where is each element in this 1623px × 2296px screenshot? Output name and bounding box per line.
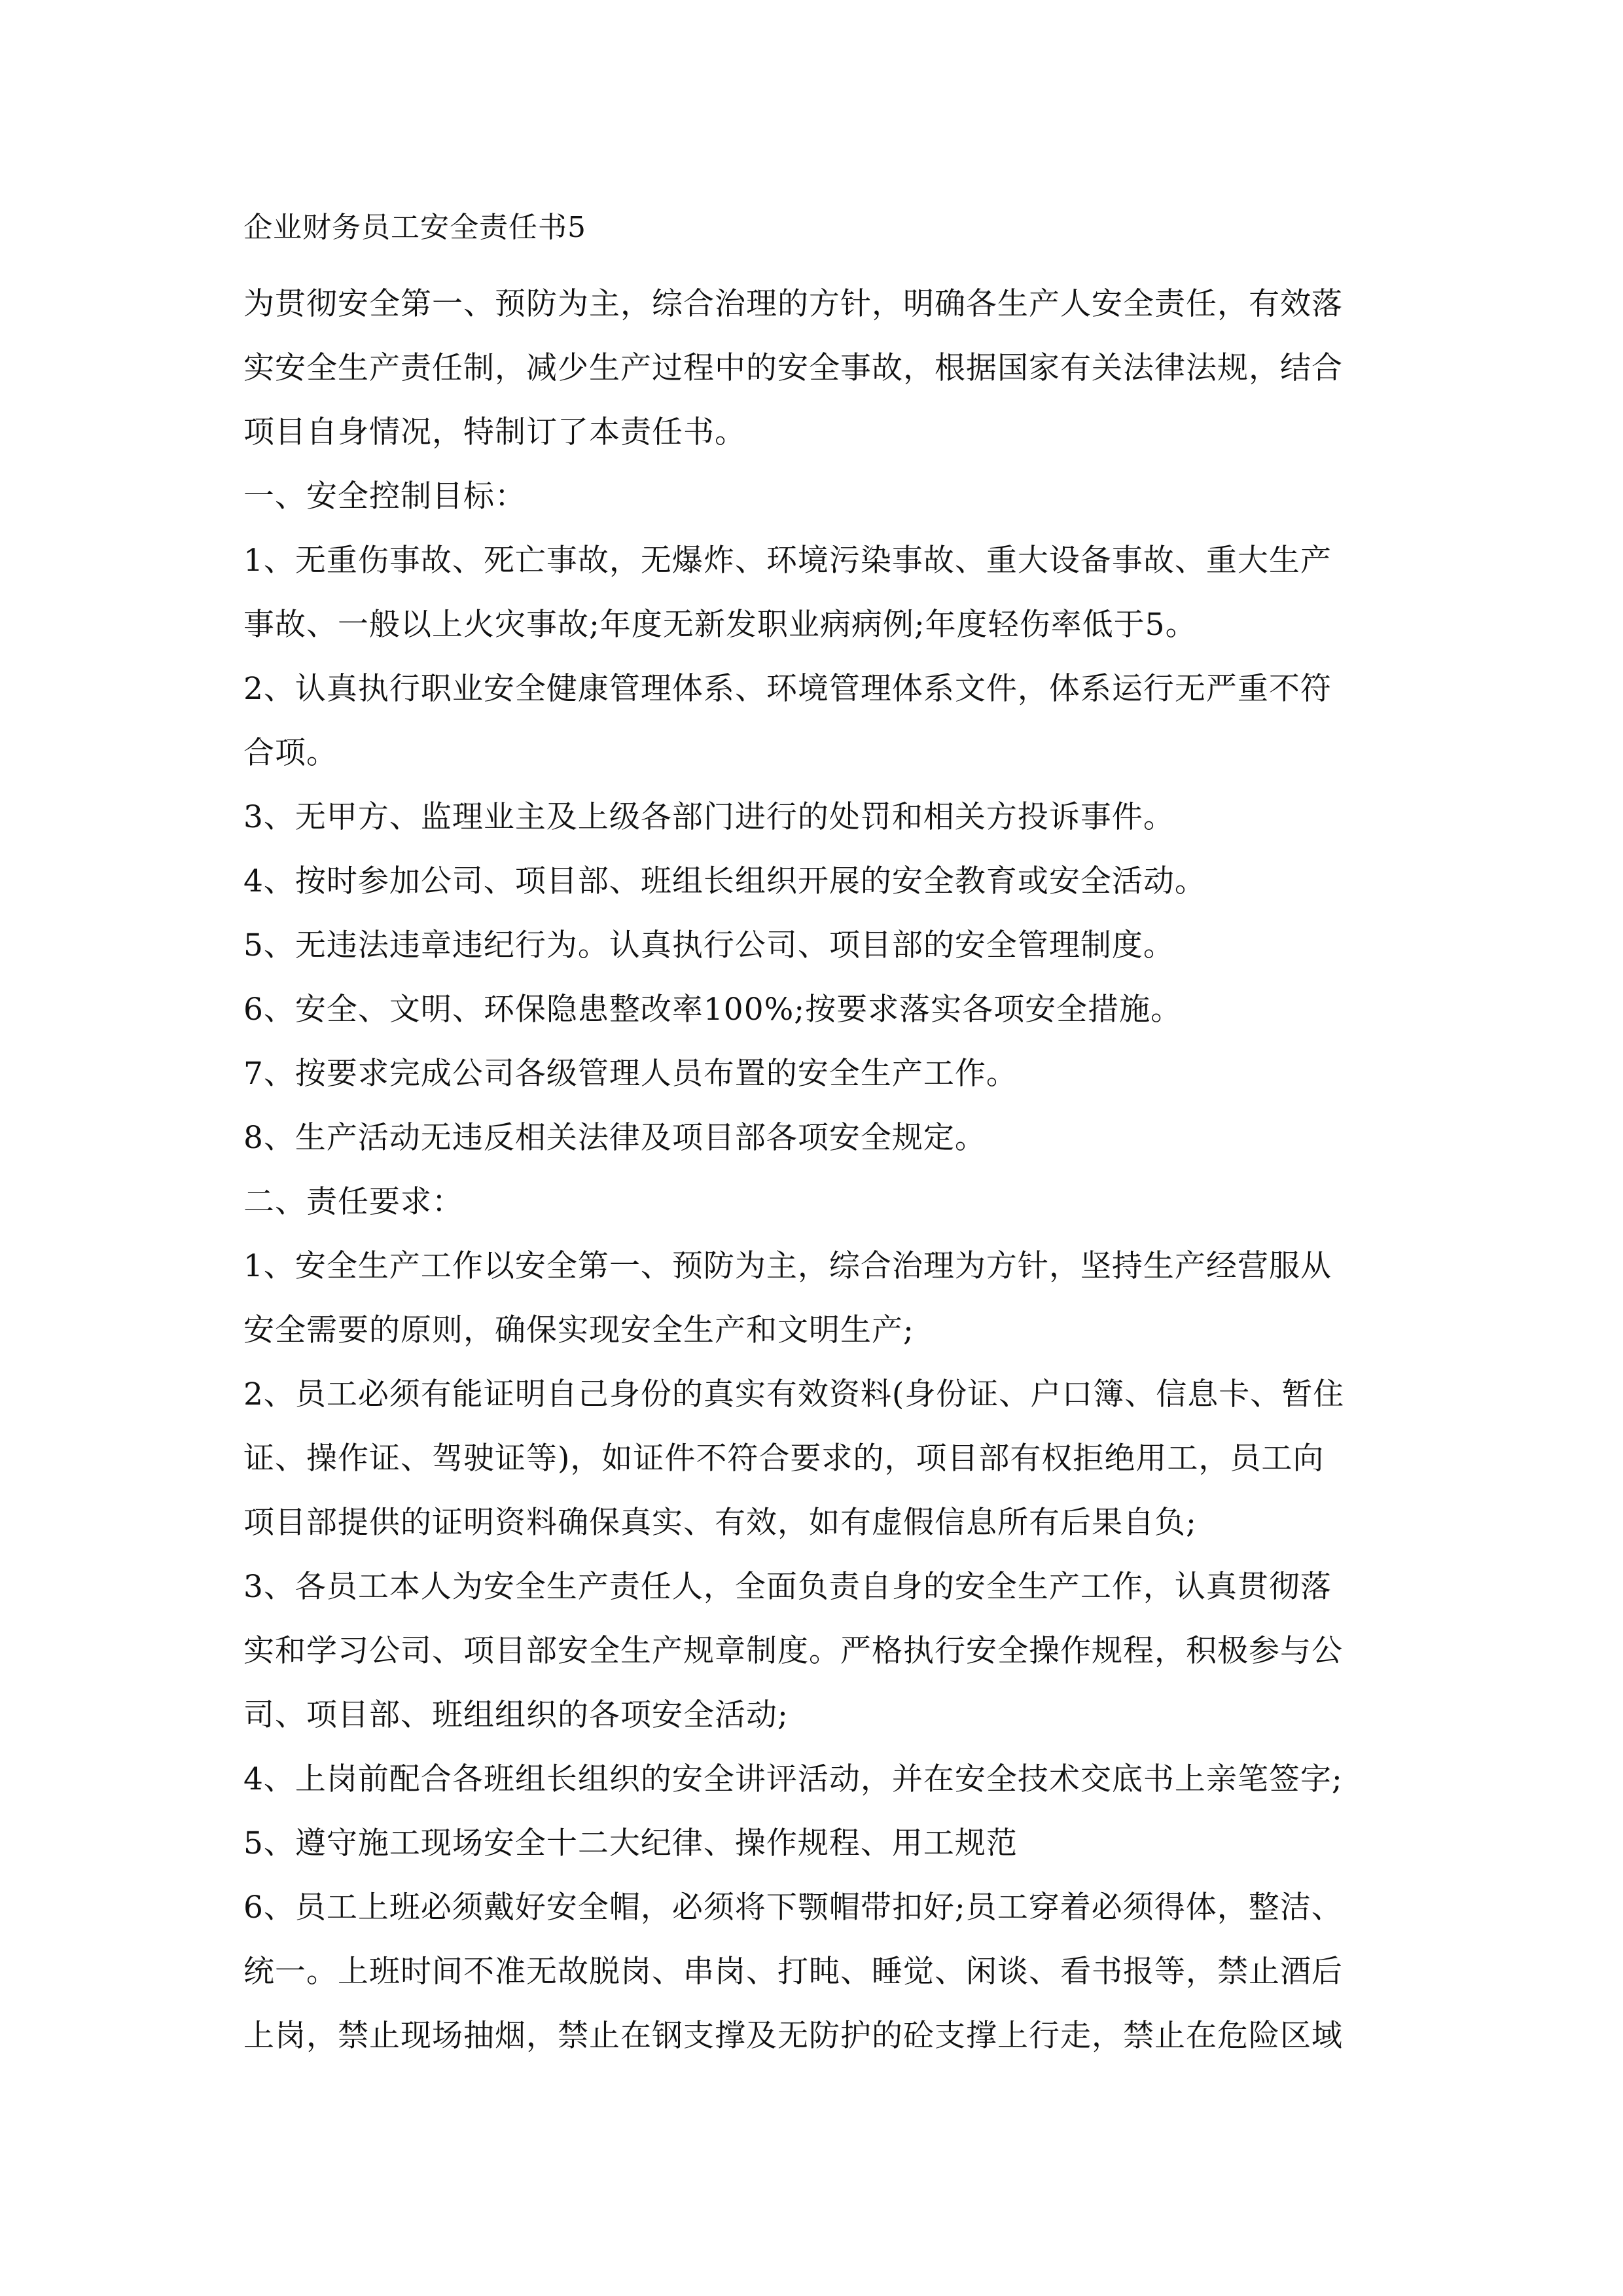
document-body: [243, 208, 1395, 2068]
section-heading-requirements: 二、责任要求：: [243, 1184, 463, 1220]
text-line: 项目部提供的证明资料确保真实、有效，如有虚假信息所有后果自负;: [243, 1505, 1197, 1541]
text-line: 5、遵守施工现场安全十二大纪律、操作规程、用工规范: [243, 1825, 1018, 1861]
text-line: 上岗，禁止现场抽烟，禁止在钢支撑及无防护的砼支撑上行走，禁止在危险区域: [243, 2018, 1343, 2054]
text-line: 实和学习公司、项目部安全生产规章制度。严格执行安全操作规程，积极参与公: [243, 1633, 1343, 1669]
document-title: 企业财务员工安全责任书5: [243, 211, 586, 244]
text-line: 4、按时参加公司、项目部、班组长组织开展的安全教育或安全活动。: [243, 863, 1206, 899]
text-line: 2、认真执行职业安全健康管理体系、环境管理体系文件，体系运行无严重不符: [243, 671, 1332, 707]
text-line: 6、安全、文明、环保隐患整改率100%;按要求落实各项安全措施。: [243, 992, 1183, 1028]
text-line: 实安全生产责任制，减少生产过程中的安全事故，根据国家有关法律法规，结合: [243, 350, 1343, 386]
text-line: 2、员工必须有能证明自己身份的真实有效资料(身份证、户口簿、信息卡、暂住: [243, 1376, 1345, 1412]
text-line: 4、上岗前配合各班组长组织的安全讲评活动，并在安全技术交底书上亲笔签字;: [243, 1761, 1343, 1797]
text-line: 安全需要的原则，确保实现安全生产和文明生产;: [243, 1312, 914, 1348]
text-line: 统一。上班时间不准无故脱岗、串岗、打盹、睡觉、闲谈、看书报等，禁止酒后: [243, 1954, 1343, 1990]
text-line: 合项。: [243, 735, 338, 771]
text-line: 5、无违法违章违纪行为。认真执行公司、项目部的安全管理制度。: [243, 927, 1175, 963]
text-line: 7、按要求完成公司各级管理人员布置的安全生产工作。: [243, 1056, 1018, 1092]
text-line: 司、项目部、班组组织的各项安全活动;: [243, 1697, 789, 1733]
text-line: 为贯彻安全第一、预防为主，综合治理的方针，明确各生产人安全责任，有效落: [243, 286, 1343, 322]
text-line: 6、员工上班必须戴好安全帽，必须将下颚帽带扣好;员工穿着必须得体，整洁、: [243, 1890, 1343, 1926]
text-line: 3、无甲方、监理业主及上级各部门进行的处罚和相关方投诉事件。: [243, 799, 1175, 835]
section-heading-targets: 一、安全控制目标：: [243, 478, 526, 514]
text-line: 1、无重伤事故、死亡事故，无爆炸、环境污染事故、重大设备事故、重大生产: [243, 543, 1332, 579]
text-line: 事故、一般以上火灾事故;年度无新发职业病病例;年度轻伤率低于5。: [243, 607, 1197, 643]
text-line: 项目自身情况，特制订了本责任书。: [243, 414, 746, 450]
text-line: 证、操作证、驾驶证等)，如证件不符合要求的，项目部有权拒绝用工，员工向: [243, 1441, 1325, 1477]
text-line: 1、安全生产工作以安全第一、预防为主，综合治理为方针，坚持生产经营服从: [243, 1248, 1332, 1284]
text-line: 3、各员工本人为安全生产责任人，全面负责自身的安全生产工作，认真贯彻落: [243, 1569, 1332, 1605]
text-line: 8、生产活动无违反相关法律及项目部各项安全规定。: [243, 1120, 986, 1156]
